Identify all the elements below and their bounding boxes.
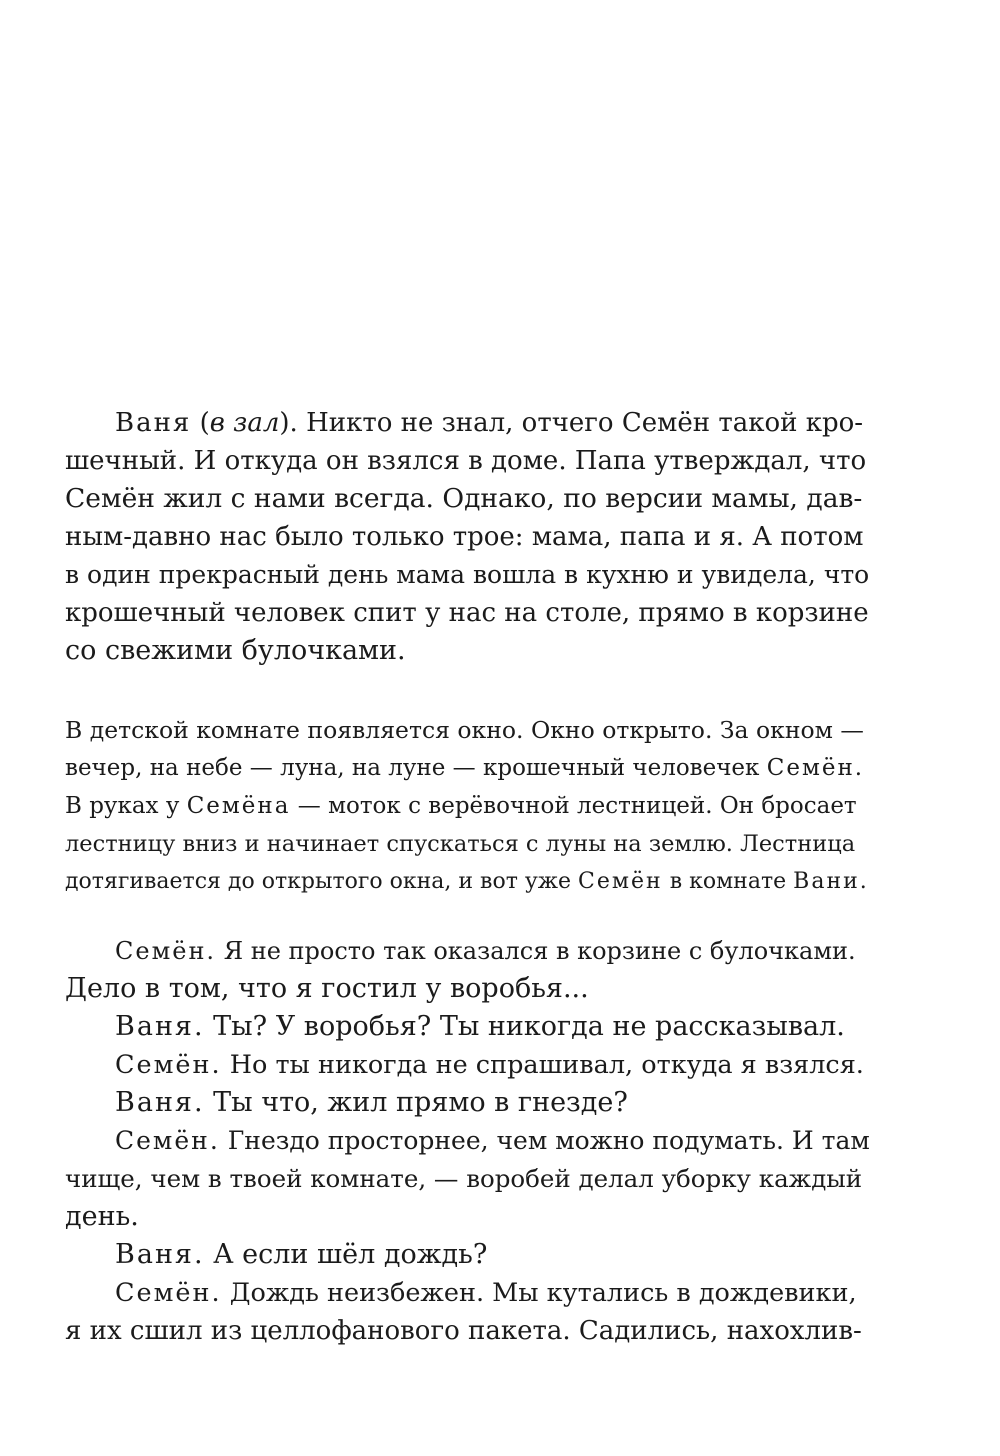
dialogue-continuation: чище, чем в твоей комнате, — воробей делал уборку каждый: [65, 1164, 863, 1193]
replica-text: Но ты никогда не спрашивал, откуда я взялся.: [221, 1050, 864, 1080]
speaker-name: Ваня.: [115, 1239, 205, 1270]
stage-direction-text: В руках у: [65, 793, 187, 819]
monologue-line: [115, 405, 863, 441]
character-name: Семёна: [186, 793, 291, 819]
replica-text: А если шёл дождь?: [204, 1239, 488, 1270]
dialogue-continuation: день.: [65, 1201, 139, 1232]
stage-direction-line: [65, 788, 857, 824]
monologue-line: крошечный человек спит у нас на столе, прямо в корзине: [65, 598, 869, 628]
speaker-name: Семён.: [115, 937, 217, 965]
monologue-line: в один прекрасный день мама вошла в кухню и увидела, что: [65, 560, 870, 589]
stage-direction-line: [65, 750, 864, 786]
stage-direction-text: — моток с верёвочной лестницей. Он бросает: [290, 793, 857, 819]
speaker-name: Семён.: [115, 1278, 222, 1308]
dialogue-line: [115, 1275, 857, 1311]
stage-aside: в зал: [209, 408, 280, 438]
replica-text: Ты? У воробья? Ты никогда не рассказывал.: [204, 1011, 845, 1042]
replica-text: Я не просто так оказался в корзине с булочками.: [216, 937, 856, 965]
speaker-name: Ваня.: [115, 1011, 205, 1042]
dialogue-line: [115, 1047, 864, 1083]
speaker-name: Ваня.: [115, 1087, 205, 1118]
character-name: Семён.: [766, 755, 865, 781]
stage-direction-text: дотягивается до открытого окна, и вот уже: [65, 869, 579, 894]
stage-direction-text: вечер, на небе — луна, на луне — крошечный человечек: [65, 755, 767, 781]
dialogue-line: [115, 1237, 487, 1273]
dialogue-line: [115, 1009, 845, 1045]
monologue-text: Никто не знал, отчего Семён такой кро-: [297, 408, 864, 438]
dialogue-line: [115, 1123, 870, 1159]
stage-direction-line: [65, 864, 869, 900]
direction-open: (: [199, 408, 210, 438]
monologue-line: со свежими булочками.: [65, 635, 406, 666]
stage-direction-line: лестницу вниз и начинает спускаться с луны на землю. Лестница: [65, 831, 856, 857]
dialogue-continuation: Дело в том, что я гостил у воробья...: [65, 973, 589, 1004]
stage-direction-line: В детской комнате появляется окно. Окно открыто. За окном —: [65, 716, 864, 744]
speaker-name: Семён.: [115, 1126, 220, 1155]
dialogue-line: [115, 1085, 628, 1121]
stage-direction-text: в комнате: [662, 869, 794, 894]
character-name: Семён: [578, 869, 663, 894]
direction-close: ).: [279, 408, 298, 438]
speaker-name: Ваня: [115, 408, 192, 438]
character-name: Вани.: [793, 869, 869, 894]
dialogue-continuation: я их сшил из целлофанового пакета. Садились, нахохлив-: [65, 1316, 862, 1346]
monologue-line: Семён жил с нами всегда. Однако, по версии мамы, дав-: [65, 483, 863, 514]
speaker-name: Семён.: [115, 1050, 222, 1080]
replica-text: Ты что, жил прямо в гнезде?: [204, 1087, 628, 1118]
replica-text: Дождь неизбежен. Мы кутались в дождевики,: [221, 1278, 857, 1308]
monologue-line: ным-давно нас было только трое: мама, папа и я. А потом: [65, 522, 864, 552]
dialogue-line: [115, 933, 856, 969]
replica-text: Гнездо просторнее, чем можно подумать. И там: [219, 1126, 870, 1155]
monologue-line: шечный. И откуда он взялся в доме. Папа утверждал, что: [65, 446, 867, 476]
